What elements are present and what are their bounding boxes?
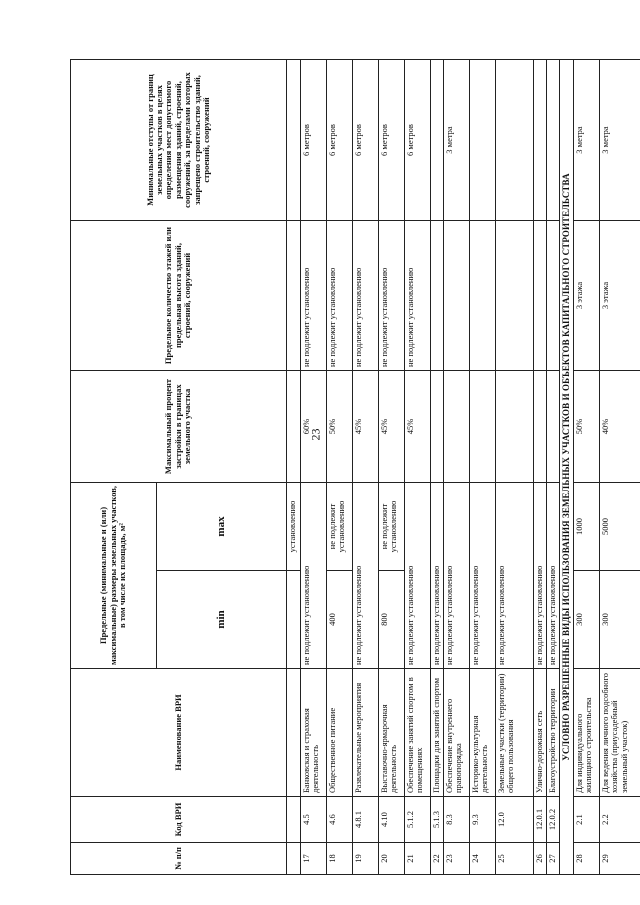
table-row: 27 12.0.2 Благоустройство территории не подлежит установлению: [547, 60, 560, 875]
table-row: 23 8.3 Обеспечение внутреннего правопорядка не подлежит установлению 3 метра: [444, 60, 470, 875]
header-floors: Предельное количество этажей или предельная высота зданий, строений, сооружений: [71, 221, 287, 371]
cell-max: установлению: [287, 483, 301, 571]
header-max: max: [157, 483, 287, 571]
table-row: 22 5.1.3 Площадки для занятий спортом не подлежит установлению: [431, 60, 444, 875]
table-row-continuation: [287, 60, 301, 875]
header-setback: Минимальные отступы от границ земельных участков в целях определения мест допустимого размещения зданий, строений, сооружений, за пределами которых запрещено строительство зданий, строений, сооружений: [71, 60, 287, 221]
header-size-group: Предельные (минимальные и (или) максимальные) размеры земельных участков, в том числе их площадь, м²: [71, 483, 157, 669]
table-row: 26 12.0.1 Улично-дорожная сеть не подлежит установлению: [534, 60, 547, 875]
table-row: 28 2.1 Для индивидуального жилищного строительства 300 1000 50% 3 этажа 3 метра: [574, 60, 600, 875]
page-number: 23: [308, 428, 323, 441]
header-num: № п/п: [71, 843, 287, 875]
table-row: 20 4.10 Выставочно-ярмарочная деятельность 800 не подлежит установлению 45% не подлежит установлению 6 метров: [379, 60, 405, 875]
table-row: 18 4.6 Общественное питание 400 не подлежит установлению 50% не подлежит установлению 6 метров: [327, 60, 353, 875]
table-row: 24 9.3 Историко-культурная деятельность не подлежит установлению: [470, 60, 496, 875]
section-banner: УСЛОВНО РАЗРЕШЕННЫЕ ВИДЫ ИСПОЛЬЗОВАНИЯ ЗЕМЕЛЬНЫХ УЧАСТКОВ И ОБЪЕКТОВ КАПИТАЛЬНОГО СТРОИТЕЛЬСТВА: [560, 60, 574, 875]
section-banner-row: [560, 60, 574, 875]
header-percent: Максимальный процент застройки в границах земельного участка: [71, 371, 287, 483]
table-row: 21 5.1.2 Обеспечение занятий спортом в помещениях не подлежит установлению 45% не подлежит установлению 6 метров: [405, 60, 431, 875]
header-name: Наименование ВРИ: [71, 669, 287, 797]
header-min: min: [157, 571, 287, 669]
table-row: 29 2.2 Для ведения личного подсобного хозяйства (приусадебный земельный участок) 300 5000 40% 3 этажа 3 метра: [600, 60, 640, 875]
table-row: 19 4.8.1 Развлекательные мероприятия не подлежит установлению 45% не подлежит установлению 6 метров: [353, 60, 379, 875]
table-row: 25 12.0 Земельные участки (территории) общего пользования не подлежит установлению: [496, 60, 534, 875]
regulations-table: [70, 59, 640, 875]
rotated-table-container: [70, 60, 629, 875]
header-code: Код ВРИ: [71, 797, 287, 843]
table-row: 17 4.5 Банковская и страховая деятельность не подлежит установлению 60% не подлежит установлению 6 метров: [301, 60, 327, 875]
